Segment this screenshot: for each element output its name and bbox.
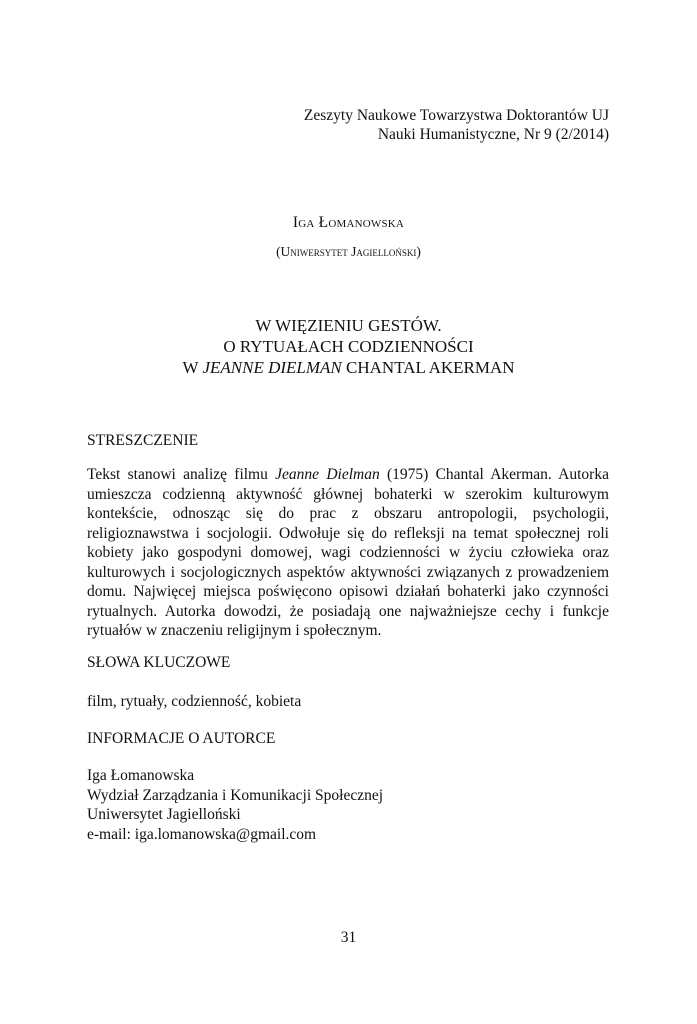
author-info-department: Wydział Zarządzania i Komunikacji Społecznej <box>87 786 384 804</box>
abstract-text-start: Tekst stanowi analizę filmu <box>87 466 276 483</box>
abstract-heading: STRESZCZENIE <box>87 432 199 449</box>
title-line-3-suffix: CHANTAL AKERMAN <box>341 358 515 377</box>
abstract-text <box>87 465 609 641</box>
journal-name: Zeszyty Naukowe Towarzystwa Doktorantów UJ <box>303 107 609 124</box>
author-info-name: Iga Łomanowska <box>87 767 195 784</box>
author-name: Iga Łomanowska <box>292 214 405 231</box>
title-line-3 <box>0 357 697 378</box>
title-film-name: JEANNE DIELMAN <box>202 358 342 377</box>
author-info-heading: INFORMACJE O AUTORCE <box>87 730 276 747</box>
author-info-block <box>87 766 609 844</box>
abstract-text-rest: (1975) Chantal Akerman. Autorka umieszcza codzienną aktywność głównej bohaterki w szerokim kulturowym kontekście, odnosząc się do prac z obszaru antropologii, psychologii, religioznawstwa i socjologii. Odwołuje się do refleksji na temat społecznej roli kobiety jako gospodyni domowej, wagi codzienności w życiu człowieka oraz kulturowych i socjologicznych aspektów aktywności związanych z prowadzeniem domu. Najwięcej miejsca poświęcono opisowi działań bohaterki jako czynności rytualnych. Autorka dowodzi, że posiadają one najważniejsze cechy i funkcje rytuałów w znaczeniu religijnym i społecznym. <box>87 466 609 639</box>
title-line-2: O RYTUAŁACH CODZIENNOŚCI <box>223 337 474 356</box>
keywords-heading: SŁOWA KLUCZOWE <box>87 654 231 671</box>
abstract-film-title: Jeanne Dielman <box>275 466 380 483</box>
paper-title <box>0 315 697 378</box>
journal-issue: Nauki Humanistyczne, Nr 9 (2/2014) <box>377 126 609 143</box>
journal-header <box>304 106 609 144</box>
author-info-university: Uniwersytet Jagielloński <box>87 806 241 823</box>
author-block <box>0 214 697 260</box>
title-line-1: W WIĘZIENIU GESTÓW. <box>255 316 442 335</box>
author-affiliation: (Uniwersytet Jagielloński) <box>276 244 421 259</box>
page-number: 31 <box>340 929 357 946</box>
title-line-3-prefix: W <box>182 358 203 377</box>
author-info-email: e-mail: iga.lomanowska@gmail.com <box>87 825 317 843</box>
keywords-text: film, rytuały, codzienność, kobieta <box>87 693 302 710</box>
